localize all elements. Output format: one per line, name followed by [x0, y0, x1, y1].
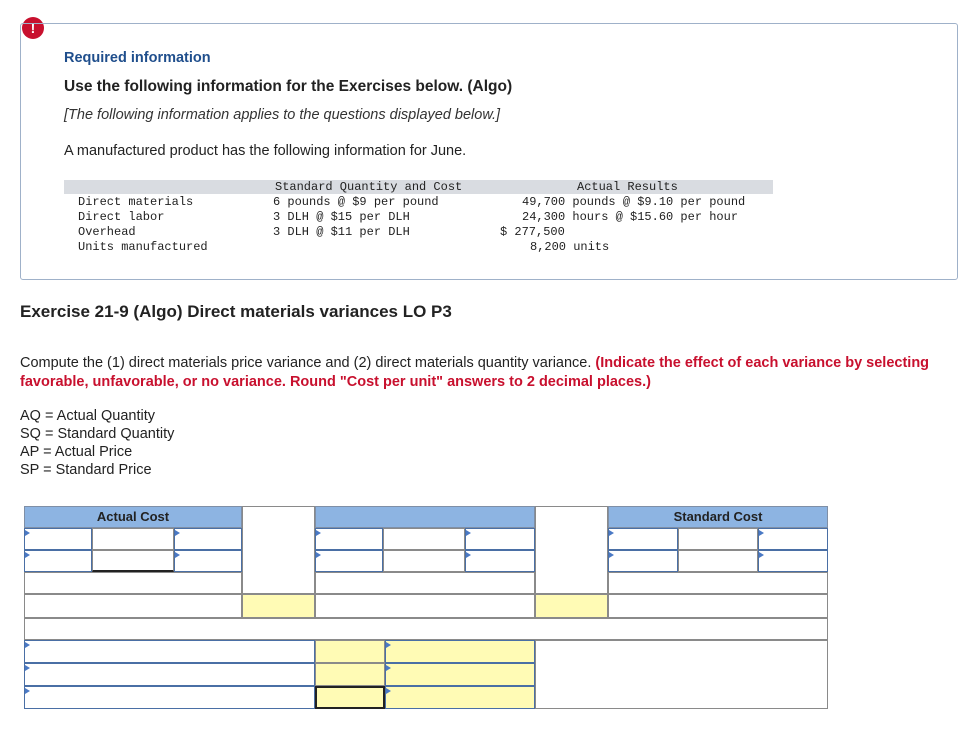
row-standard: 3 DLH @ $11 per DLH [273, 225, 410, 239]
applies-note: [The following information applies to the questions displayed below.] [64, 107, 501, 123]
middle-row2-input[interactable] [315, 550, 383, 572]
quantity-variance-amount[interactable] [535, 594, 608, 618]
row-actual: 24,300 hours @ $15.60 per hour [522, 210, 739, 224]
aq-input[interactable] [24, 528, 92, 550]
price-variance-amount[interactable] [242, 594, 315, 618]
header-actual: Actual Results [577, 180, 678, 194]
row-label: Direct labor [78, 210, 165, 224]
instruction-text: Compute the (1) direct materials price variance and (2) direct materials quantity variance. [20, 355, 596, 371]
quantity-variance-effect-select[interactable] [385, 663, 535, 686]
row-standard: 6 pounds @ $9 per pound [273, 195, 439, 209]
quantity-variance-value[interactable] [315, 663, 385, 686]
price-variance-label-select[interactable] [24, 640, 315, 663]
sp-input[interactable] [465, 528, 535, 550]
operator-cell [383, 528, 465, 550]
total-variance-label-select[interactable] [24, 686, 315, 709]
middle-row2-input[interactable] [465, 550, 535, 572]
row-label: Units manufactured [78, 240, 208, 254]
operator-cell [92, 528, 174, 550]
required-information-title: Required information [64, 50, 211, 66]
spacer-column [242, 506, 315, 594]
middle-total[interactable] [315, 572, 535, 594]
operator-cell [678, 528, 758, 550]
actual-row2-input[interactable] [24, 550, 92, 572]
alert-icon: ! [22, 17, 44, 39]
standard-row2-input[interactable] [758, 550, 828, 572]
spacer-row [24, 618, 828, 640]
use-information-heading: Use the following information for the Exercises below. (Algo) [64, 78, 513, 95]
sq-input[interactable] [608, 528, 678, 550]
operator-cell [678, 550, 758, 572]
standard-row2-input[interactable] [608, 550, 678, 572]
actual-row2-input[interactable] [174, 550, 242, 572]
ap-input[interactable] [174, 528, 242, 550]
product-description: A manufactured product has the following information for June. [64, 143, 467, 159]
exercise-instructions [20, 354, 950, 392]
exercise-title: Exercise 21-9 (Algo) Direct materials variances LO P3 [20, 302, 452, 321]
middle-header [315, 506, 535, 528]
actual-cost-header: Actual Cost [24, 506, 242, 528]
price-variance-value[interactable] [315, 640, 385, 663]
operator-cell [383, 550, 465, 572]
instruction-note: (Indicate the effect of each variance by selecting favorable, unfavorable, or no variance. Round "Cost per unit" answers to 2 decimal places.) [20, 355, 930, 390]
variance-row-cell [608, 594, 828, 618]
operator-cell [92, 550, 174, 572]
variance-row-cell [315, 594, 535, 618]
header-standard: Standard Quantity and Cost [275, 180, 463, 194]
abbreviation-ap: AP = Actual Price [20, 444, 133, 460]
aq-input[interactable] [315, 528, 383, 550]
actual-cost-total[interactable] [24, 572, 242, 594]
row-actual: 8,200 units [530, 240, 610, 254]
variance-row-cell [24, 594, 242, 618]
price-variance-effect-select[interactable] [385, 640, 535, 663]
spacer-column [535, 506, 608, 594]
sp-input[interactable] [758, 528, 828, 550]
total-variance-effect-select[interactable] [385, 686, 535, 709]
row-actual: 49,700 pounds @ $9.10 per pound [522, 195, 746, 209]
standard-cost-total[interactable] [608, 572, 828, 594]
row-label: Direct materials [78, 195, 194, 209]
total-variance-value[interactable] [315, 686, 385, 709]
row-standard: 3 DLH @ $15 per DLH [273, 210, 410, 224]
abbreviation-sq: SQ = Standard Quantity [20, 426, 175, 442]
quantity-variance-label-select[interactable] [24, 663, 315, 686]
abbreviation-aq: AQ = Actual Quantity [20, 408, 156, 424]
row-label: Overhead [78, 225, 136, 239]
abbreviation-sp: SP = Standard Price [20, 462, 152, 478]
summary-blank-area [535, 640, 828, 709]
row-actual: $ 277,500 [500, 225, 565, 239]
standard-cost-header: Standard Cost [608, 506, 828, 528]
